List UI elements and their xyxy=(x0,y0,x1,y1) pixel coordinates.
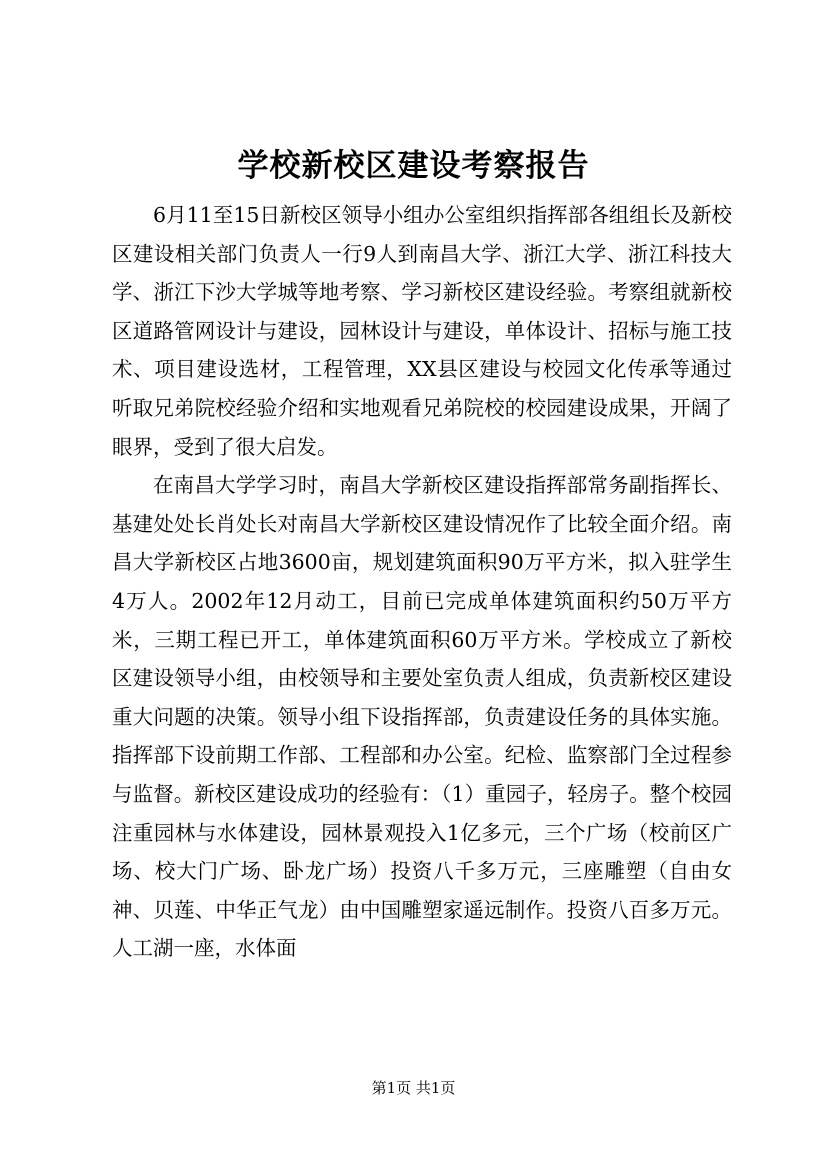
page-footer: 第1页 共1页 xyxy=(371,1079,456,1097)
paragraph-2: 在南昌大学学习时，南昌大学新校区建设指挥部常务副指挥长、基建处处长肖处长对南昌大学新校区建设情况作了比较全面介绍。南昌大学新校区占地3600亩，规划建筑面积90万平方米，拟入驻学生4万人。2002年12月动工，目前已完成单体建筑面积约50万平方米，三期工程已开工，单体建筑面积60万平方米。学校成立了新校区建设领导小组，由校领导和主要处室负责人组成，负责新校区建设重大问题的决策。领导小组下设指挥部，负责建设任务的具体实施。指挥部下设前期工作部、工程部和办公室。纪检、监察部门全过程参与监督。新校区建设成功的经验有：（1）重园子，轻房子。整个校园注重园林与水体建设，园林景观投入1亿多元，三个广场（校前区广场、校大门广场、卧龙广场）投资八千多万元，三座雕塑（自由女神、贝莲、中华正气龙）由中国雕塑家遥远制作。投资八百多万元。人工湖一座，水体面 xyxy=(112,473,732,961)
document-body xyxy=(112,196,732,968)
paragraph-1: 6月11至15日新校区领导小组办公室组织指挥部各组组长及新校区建设相关部门负责人一行9人到南昌大学、浙江大学、浙江科技大学、浙江下沙大学城等地考察、学习新校区建设经验。考察组就新校区道路管网设计与建设，园林设计与建设，单体设计、招标与施工技术、项目建设选材，工程管理，XX县区建设与校园文化传承等通过听取兄弟院校经验介绍和实地观看兄弟院校的校园建设成果，开阔了眼界，受到了很大启发。 xyxy=(112,203,732,459)
document-title: 学校新校区建设考察报告 xyxy=(237,148,590,184)
